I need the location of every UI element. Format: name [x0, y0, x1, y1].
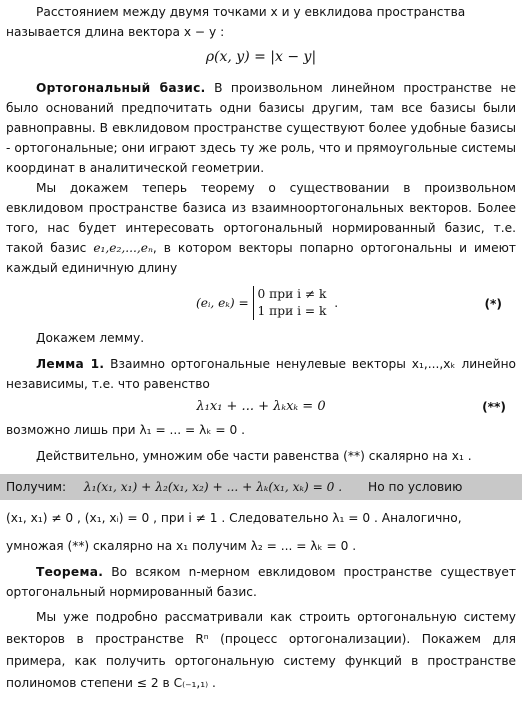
equation-text: λ₁(x₁, x₁) + λ₂(x₁, x₂) + ... + λₖ(x₁, xₖ) = 0 .: [83, 480, 343, 494]
equation-tag: (**): [482, 400, 506, 414]
equation-lhs: (eᵢ, eₖ) =: [196, 296, 249, 310]
highlighted-equation-band: [0, 474, 522, 500]
obtain-label: Получим:: [6, 480, 67, 494]
paragraph-distance: [6, 0, 516, 42]
equation-tag: (*): [484, 297, 502, 311]
paragraph-text: Взаимно ортогональные ненулевые векторы x₁,...,xₖ линейно независимы, т.е. что равенство: [6, 357, 516, 391]
text-line: умножая (**) скалярно на x₁ получим λ₂ = ... = λₖ = 0 .: [6, 539, 357, 553]
document-page: [6, 0, 516, 694]
paragraph-text: Мы уже подробно рассматривали как строить ортогональную систему векторов в пространстве Rⁿ (процесс ортогонализации). Покажем для примера, как получить ортогональную систему функций в пространстве полиномов степени ≤ 2 в C₍₋₁,₁₎ .: [6, 610, 516, 690]
prove-lemma-line: [6, 328, 516, 348]
paragraph-text: В произвольном линейном пространстве не было оснований предпочитать одни базисы другим, там все базисы были равноправны. В евклидовом пространстве существуют более удобные базисы - ортогональные; они играют здесь ту же роль, что и прямоугольные системы координат в аналитической геометрии.: [6, 81, 516, 175]
paragraph-text: Мы докажем теперь теорему о существовании в произвольном евклидовом пространстве базиса из взаимноортогональных векторов. Более того, нас будет интересовать ортогональный нормированный базис, т.е. такой базис: [6, 181, 516, 255]
text-line: Расстоянием между двумя точками x и y евклидова пространства: [36, 5, 466, 19]
condition-line: [6, 508, 516, 528]
case-line: 1 при i = k: [257, 304, 327, 318]
basis-notation: e₁,e₂,...,eₙ: [93, 241, 153, 255]
equation-distance: [6, 42, 516, 72]
piecewise-cases: [253, 286, 327, 320]
paragraph-text: , в котором векторы попарно ортогональны и имеют каждый единичную длину: [6, 241, 516, 275]
text-line: называется длина вектора x − y :: [6, 25, 225, 39]
paragraph-theorem: [6, 562, 516, 602]
paragraph-final: [6, 606, 516, 694]
equation-orthonormal: [6, 282, 516, 328]
paragraph-text: Во всяком n-мерном евклидовом пространстве существует ортогональный нормированный базис.: [6, 565, 516, 599]
section-heading: Ортогональный базис.: [36, 81, 206, 95]
text-line: Действительно, умножим обе части равенства (**) скалярно на x₁ .: [36, 449, 472, 463]
text-line: возможно лишь при λ₁ = ... = λₖ = 0 .: [6, 423, 245, 437]
paragraph-theorem-intro: [6, 178, 516, 278]
text-line: Докажем лемму.: [36, 331, 145, 345]
case-line: 0 при i ≠ k: [257, 287, 327, 301]
indeed-line: [6, 446, 516, 466]
equation-text: ρ(x, y) = |x − y|: [205, 49, 317, 65]
paragraph-orthogonal-basis: [6, 78, 516, 178]
text-line: Но по условию: [368, 480, 463, 494]
lemma-heading: Лемма 1.: [36, 357, 105, 371]
equation-linear-combination: [6, 394, 516, 420]
theorem-heading: Теорема.: [36, 565, 104, 579]
equation-period: .: [334, 296, 339, 310]
text-line: (x₁, x₁) ≠ 0 , (x₁, xᵢ) = 0 , при i ≠ 1 . Следовательно λ₁ = 0 . Аналогично,: [6, 511, 462, 525]
equation-text: λ₁x₁ + ... + λₖxₖ = 0: [196, 399, 326, 414]
possible-only-line: [6, 420, 516, 440]
multiply-line: [6, 536, 516, 556]
paragraph-lemma: [6, 354, 516, 394]
